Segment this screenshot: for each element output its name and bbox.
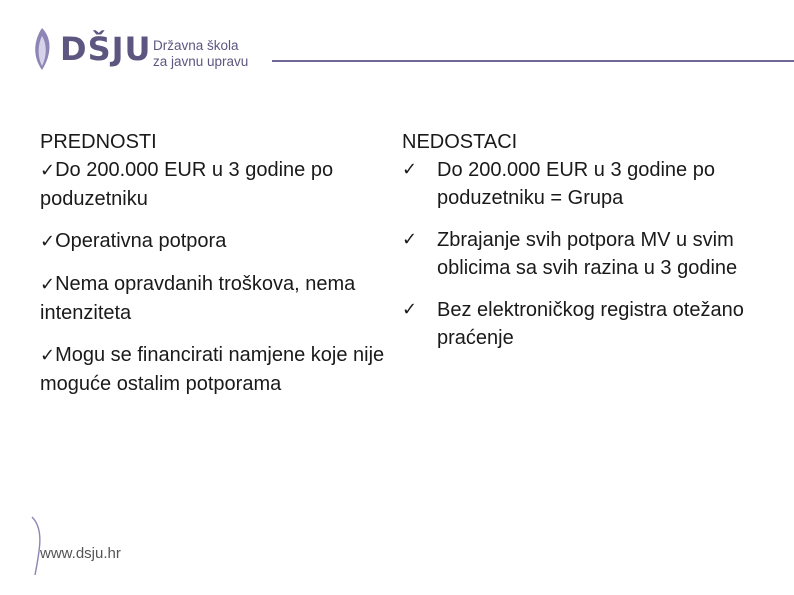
advantage-text: Operativna potpora: [55, 230, 227, 252]
check-icon: ✓: [40, 345, 56, 366]
logo-subtitle-line1: Državna škola: [153, 38, 239, 53]
check-icon: ✓: [402, 229, 418, 250]
footer-url[interactable]: www.dsju.hr: [40, 545, 121, 562]
disadvantage-text: Do 200.000 EUR u 3 godine po poduzetniku = Grupa: [437, 159, 715, 209]
disadvantage-text: Bez elektroničkog registra otežano praćenje: [437, 299, 744, 349]
advantage-text: Mogu se financirati namjene koje nije moguće ostalim potporama: [40, 344, 385, 395]
check-icon: ✓: [402, 159, 418, 180]
advantages-column: [40, 128, 400, 398]
disadvantage-item: [402, 226, 782, 282]
advantage-item: [40, 341, 400, 398]
advantage-text: Nema opravdanih troškova, nema intenziteta: [40, 273, 356, 324]
disadvantage-item: [402, 156, 782, 212]
advantage-item: [40, 156, 400, 213]
disadvantages-column: [402, 128, 782, 352]
logo-subtitle-line2: za javnu upravu: [153, 54, 249, 69]
check-icon: ✓: [40, 160, 56, 181]
check-icon: ✓: [40, 231, 56, 252]
logo-brand: DŠJU: [60, 30, 152, 68]
advantage-text: Do 200.000 EUR u 3 godine po poduzetniku: [40, 159, 334, 210]
disadvantage-item: [402, 296, 782, 352]
advantages-heading: PREDNOSTI: [40, 131, 157, 153]
check-icon: ✓: [402, 299, 418, 320]
advantage-item: [40, 270, 400, 327]
disadvantage-text: Zbrajanje svih potpora MV u svim oblicima sa svih razina u 3 godine: [437, 229, 738, 279]
check-icon: ✓: [40, 274, 56, 295]
advantage-item: [40, 227, 400, 256]
flame-logo-icon: [30, 26, 54, 72]
logo-subtitle: [153, 38, 248, 70]
header-divider: [272, 60, 794, 62]
disadvantages-heading: NEDOSTACI: [402, 131, 518, 153]
